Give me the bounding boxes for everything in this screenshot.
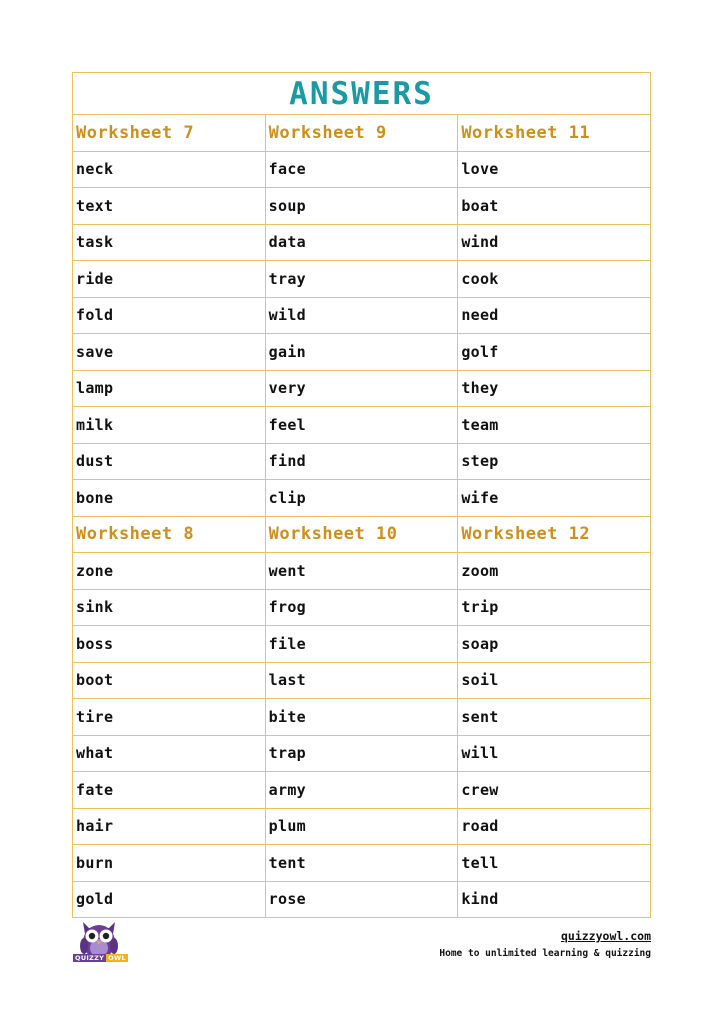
- table-row: [73, 407, 651, 444]
- answer-cell: gold: [73, 881, 266, 918]
- answer-cell: trap: [265, 735, 458, 772]
- answer-cell: hair: [73, 808, 266, 845]
- worksheet-header: Worksheet 12: [458, 516, 651, 553]
- answer-cell: burn: [73, 845, 266, 882]
- worksheet-header: Worksheet 7: [73, 115, 266, 152]
- answer-cell: bite: [265, 699, 458, 736]
- table-row: [73, 224, 651, 261]
- answer-cell: ride: [73, 261, 266, 298]
- answer-cell: neck: [73, 151, 266, 188]
- answer-cell: frog: [265, 589, 458, 626]
- logo-wordmark: [73, 953, 124, 964]
- tagline: Home to unlimited learning & quizzing: [439, 948, 651, 959]
- site-link[interactable]: quizzyowl.com: [560, 929, 651, 943]
- answer-cell: boat: [458, 188, 651, 225]
- answer-cell: fold: [73, 297, 266, 334]
- table-row: [73, 589, 651, 626]
- answer-cell: crew: [458, 772, 651, 809]
- header-row: [73, 115, 651, 152]
- answer-cell: tray: [265, 261, 458, 298]
- answer-cell: went: [265, 553, 458, 590]
- footer: [439, 929, 651, 959]
- answer-cell: cook: [458, 261, 651, 298]
- answer-cell: very: [265, 370, 458, 407]
- table-row: [73, 881, 651, 918]
- answer-cell: step: [458, 443, 651, 480]
- answer-cell: golf: [458, 334, 651, 371]
- answer-cell: file: [265, 626, 458, 663]
- table-row: [73, 626, 651, 663]
- table-row: [73, 662, 651, 699]
- header-row: [73, 516, 651, 553]
- answer-cell: tell: [458, 845, 651, 882]
- answer-cell: will: [458, 735, 651, 772]
- logo-word-owl: OWL: [108, 954, 126, 962]
- answer-cell: what: [73, 735, 266, 772]
- table-row: [73, 334, 651, 371]
- answer-cell: face: [265, 151, 458, 188]
- logo-word-quizzy: QUIZZY: [75, 954, 105, 962]
- answer-cell: milk: [73, 407, 266, 444]
- answer-cell: clip: [265, 480, 458, 517]
- answer-cell: gain: [265, 334, 458, 371]
- table-row: [73, 480, 651, 517]
- table-row: [73, 261, 651, 298]
- answer-cell: need: [458, 297, 651, 334]
- answer-cell: love: [458, 151, 651, 188]
- answer-cell: army: [265, 772, 458, 809]
- title-row: [73, 73, 651, 115]
- answer-cell: boss: [73, 626, 266, 663]
- answer-cell: find: [265, 443, 458, 480]
- table-row: [73, 735, 651, 772]
- answer-cell: sink: [73, 589, 266, 626]
- worksheet-header: Worksheet 11: [458, 115, 651, 152]
- answer-cell: tent: [265, 845, 458, 882]
- answers-table: [72, 72, 651, 918]
- answer-cell: sent: [458, 699, 651, 736]
- table-row: [73, 772, 651, 809]
- table-row: [73, 370, 651, 407]
- table-row: [73, 553, 651, 590]
- answer-cell: data: [265, 224, 458, 261]
- table-row: [73, 845, 651, 882]
- table-row: [73, 808, 651, 845]
- page-title: ANSWERS: [73, 73, 651, 115]
- answer-cell: dust: [73, 443, 266, 480]
- answer-cell: kind: [458, 881, 651, 918]
- answer-cell: team: [458, 407, 651, 444]
- answer-cell: trip: [458, 589, 651, 626]
- answer-cell: road: [458, 808, 651, 845]
- table-row: [73, 188, 651, 225]
- answer-cell: bone: [73, 480, 266, 517]
- answer-cell: fate: [73, 772, 266, 809]
- answer-cell: soil: [458, 662, 651, 699]
- answer-cell: wild: [265, 297, 458, 334]
- table-row: [73, 699, 651, 736]
- table-row: [73, 443, 651, 480]
- answer-cell: tire: [73, 699, 266, 736]
- answer-cell: wind: [458, 224, 651, 261]
- worksheet-header: Worksheet 9: [265, 115, 458, 152]
- answer-cell: zone: [73, 553, 266, 590]
- answer-cell: boot: [73, 662, 266, 699]
- answer-cell: last: [265, 662, 458, 699]
- table-row: [73, 297, 651, 334]
- answer-cell: they: [458, 370, 651, 407]
- answer-cell: zoom: [458, 553, 651, 590]
- answer-cell: lamp: [73, 370, 266, 407]
- answer-cell: soap: [458, 626, 651, 663]
- answer-cell: soup: [265, 188, 458, 225]
- answer-cell: feel: [265, 407, 458, 444]
- answer-cell: rose: [265, 881, 458, 918]
- worksheet-header: Worksheet 10: [265, 516, 458, 553]
- answer-cell: task: [73, 224, 266, 261]
- table-row: [73, 151, 651, 188]
- worksheet-header: Worksheet 8: [73, 516, 266, 553]
- answer-cell: wife: [458, 480, 651, 517]
- answer-cell: text: [73, 188, 266, 225]
- answer-cell: save: [73, 334, 266, 371]
- answer-cell: plum: [265, 808, 458, 845]
